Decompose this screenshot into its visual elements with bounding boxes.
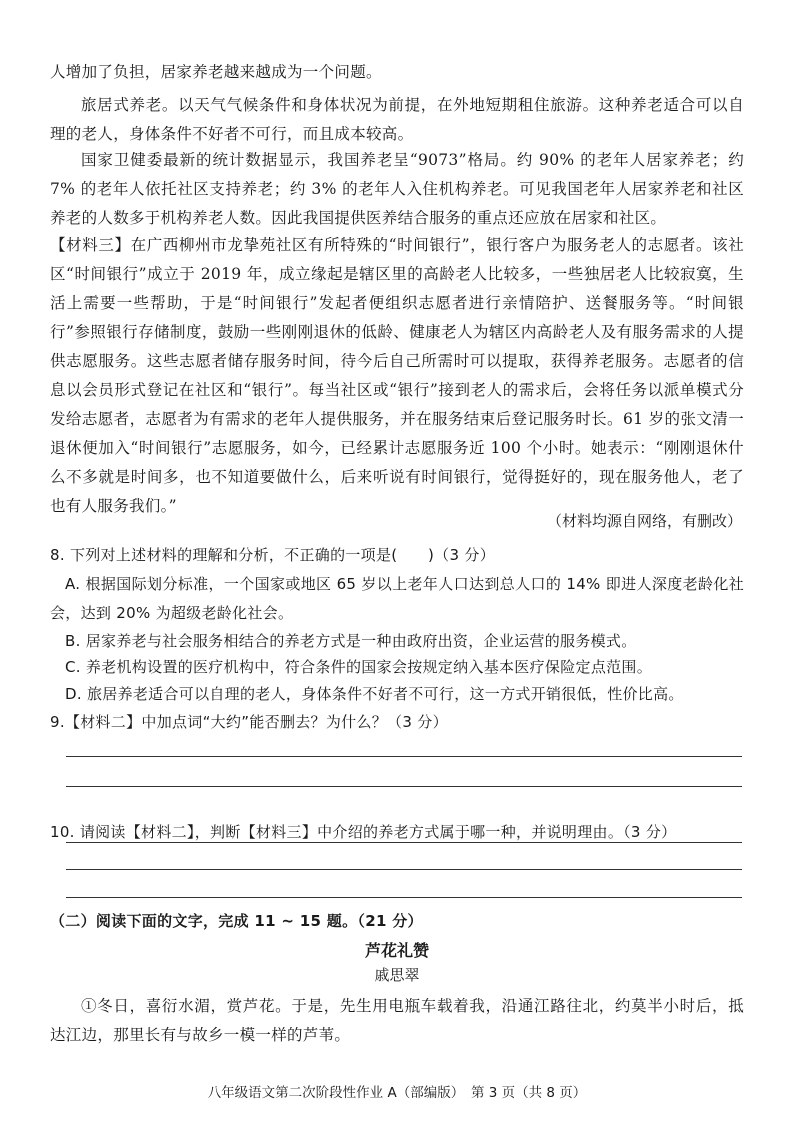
question-8-stem: 8. 下列对上述材料的理解和分析，不正确的一项是( )（3 分） bbox=[50, 546, 495, 564]
answer-line[interactable] bbox=[66, 869, 742, 870]
answer-line[interactable] bbox=[66, 786, 742, 787]
question-8-option-d: D. 旅居养老适合可以自理的老人，身体条件不好者不可行，这一方式开销很低，性价比高。 bbox=[65, 685, 684, 703]
question-8-option-c: C. 养老机构设置的医疗机构中，符合条件的国家会按规定纳入基本医疗保险定点范围。 bbox=[65, 658, 653, 676]
article-title: 芦花礼赞 bbox=[364, 941, 429, 960]
answer-line[interactable] bbox=[66, 842, 742, 843]
answer-line[interactable] bbox=[66, 756, 742, 757]
material-three: 【材料三】在广西柳州市龙挚苑社区有所特殊的“时间银行”，银行客户为服务老人的志愿者。该社区“时间银行”成立于 2019 年，成立缘起是辖区里的高龄老人比较多，一些独居老人比较寂寞，生活上需要一些帮助，于是“时间银行”发起者便组织志愿者进行亲情陪护、送餐服务等。“时间银行”参照银行存储制度，鼓励一些刚刚退休的低龄、健康老人为辖区内高龄老人及有服务需求的人提供志愿服务。这些志愿者储存服务时间，待今后自己所需时可以提取，获得养老服务。志愿者的信息以会员形式登记在社区和“银行”。每当社区或“银行”接到老人的需求后，会将任务以派单模式分发给志愿者，志愿者为有需求的老年人提供服务，并在服务结束后登记服务时长。61 岁的张文清一退休便加入“时间银行”志愿服务，如今，已经累计志愿服务近 100 个小时。她表示：“刚刚退休什么不多就是时间多，也不知道要做什么，后来听说有时间银行，觉得挺好的，现在服务他人，老了也有人服务我们。” bbox=[50, 236, 744, 515]
question-8-option-a: A. 根据国际划分标准，一个国家或地区 65 岁以上老年人口达到总人口的 14% 即进人深度老龄化社会，达到 20% 为超级老龄化社会。 bbox=[50, 575, 744, 622]
question-8-option-b: B. 居家养老与社会服务相结合的养老方式是一种由政府出资，企业运营的服务模式。 bbox=[65, 632, 637, 650]
answer-line[interactable] bbox=[66, 897, 742, 898]
question-9: 9.【材料二】中加点词“大约”能否删去？为什么？（3 分） bbox=[50, 713, 448, 731]
article-paragraph-1: ①冬日，喜衍水湄，赏芦花。于是，先生用电瓶车载着我，沿通江路往北，约莫半小时后，抵达江边，那里长有与故乡一模一样的芦苇。 bbox=[50, 997, 744, 1044]
page-footer: 八年级语文第二次阶段性作业 A（部编版） 第 3 页（共 8 页） bbox=[207, 1085, 587, 1101]
section-two-heading: （二）阅读下面的文字，完成 11 ~ 15 题。（21 分） bbox=[50, 912, 423, 930]
paragraph-statistics: 国家卫健委最新的统计数据显示，我国养老呈“9073”格局。约 90% 的老年人居家养老；约 7% 的老年人依托社区支持养老；约 3% 的老年人入住机构养老。可见我国老年人居家养老和社区养老的人数多于机构养老人数。因此我国提供医养结合服务的重点还应放在居家和社区。 bbox=[50, 151, 744, 227]
continued-line: 人增加了负担，居家养老越来越成为一个问题。 bbox=[50, 63, 382, 81]
question-10: 10. 请阅读【材料二】，判断【材料三】中介绍的养老方式属于哪一种，并说明理由。（3 分） bbox=[50, 823, 677, 841]
source-note: （材料均源自网络，有删改） bbox=[546, 512, 742, 530]
paragraph-travel-care: 旅居式养老。以天气气候条件和身体状况为前提，在外地短期租住旅游。这种养老适合可以自理的老人，身体条件不好者不可行，而且成本较高。 bbox=[50, 96, 744, 143]
article-author: 戚思翠 bbox=[374, 966, 420, 984]
